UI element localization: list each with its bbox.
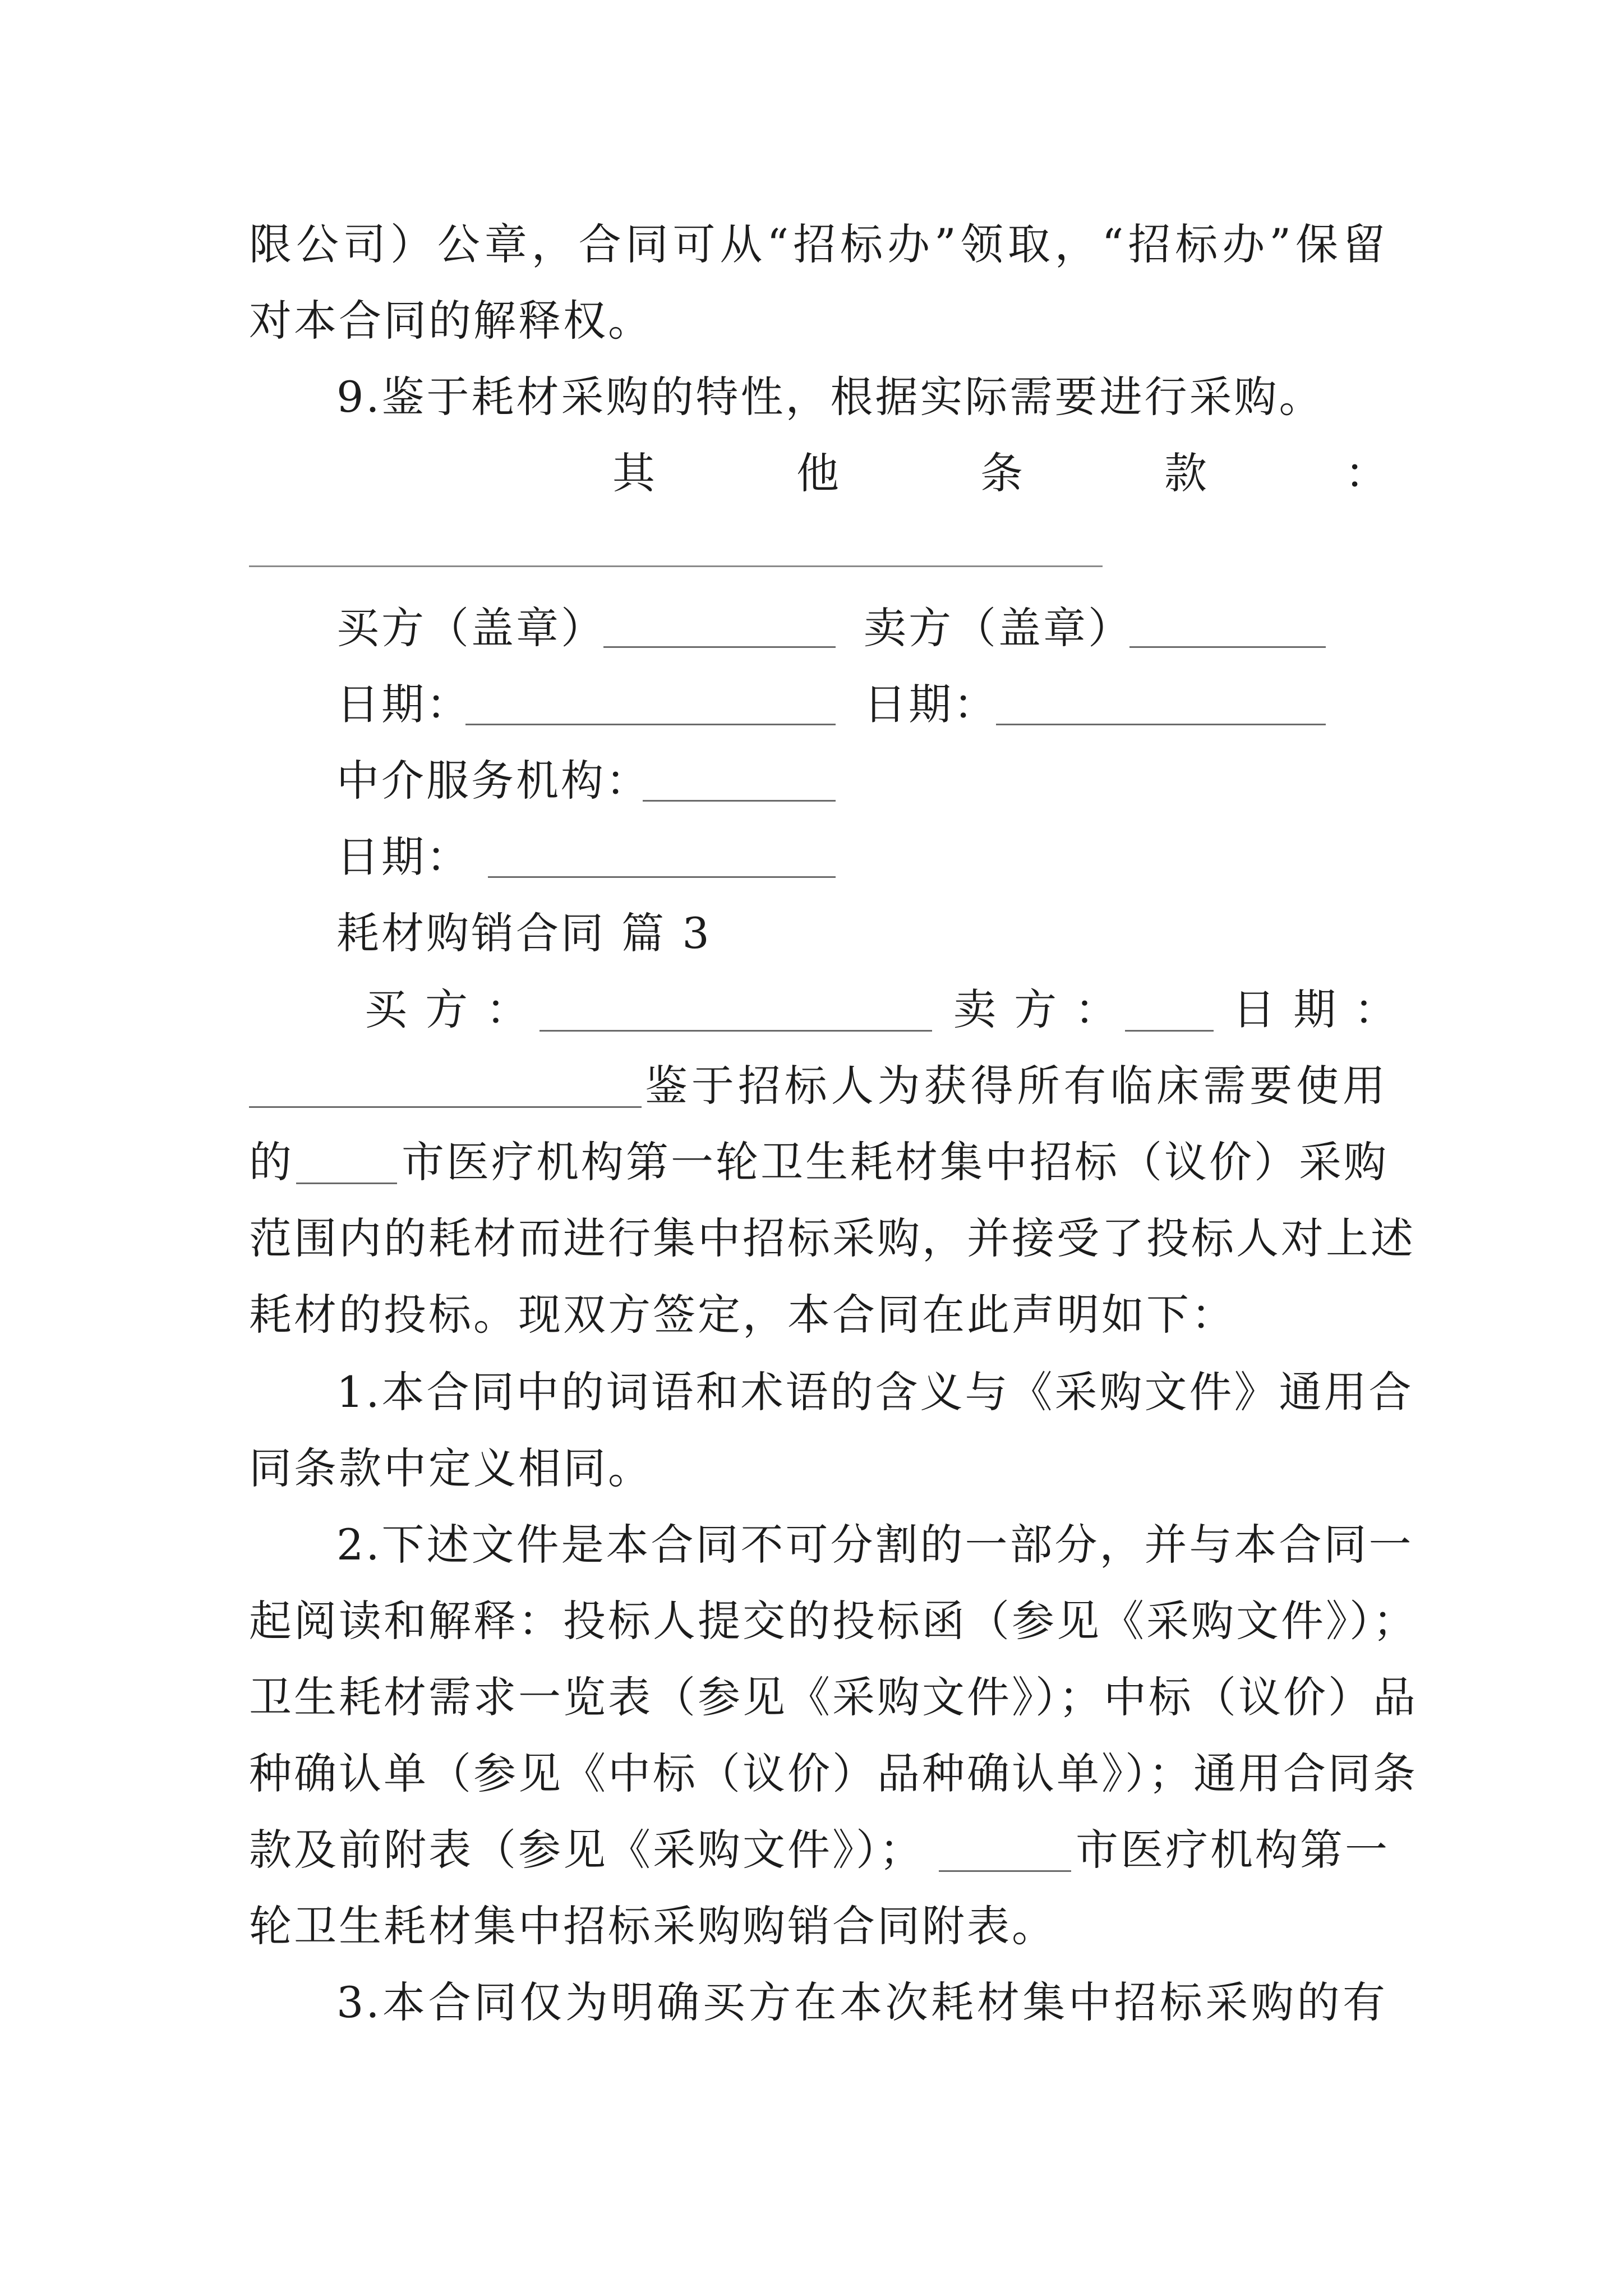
other-terms-char: 他 bbox=[796, 448, 839, 498]
header-buyer-blank bbox=[540, 1030, 932, 1032]
preamble-line: 的 bbox=[249, 1137, 294, 1187]
city-blank bbox=[939, 1870, 1071, 1872]
clause-2-cont: 种确认单（参见《中标（议价）品种确认单》）；通用合同条 bbox=[249, 1749, 1418, 1798]
clause-2-cont: 轮卫生耗材集中招标采购购销合同附表。 bbox=[249, 1901, 1057, 1951]
clause-2-cont: 卫生耗材需求一览表（参见《采购文件》）；中标（议价）品 bbox=[249, 1672, 1418, 1722]
header-date-label: 日 期 ： bbox=[1233, 984, 1399, 1034]
other-terms-char: 条 bbox=[980, 448, 1023, 498]
other-terms-char: 款 bbox=[1164, 448, 1207, 498]
header-seller-blank bbox=[1125, 1030, 1214, 1032]
agency-date-label: 日期： bbox=[336, 832, 471, 882]
clause-3: 3.本合同仅为明确买方在本次耗材集中招标采购的有 bbox=[336, 1977, 1387, 2027]
preamble-line: 市医疗机构第一轮卫生耗材集中招标（议价）采购 bbox=[402, 1137, 1389, 1187]
seller-seal-label: 卖方（盖章） bbox=[864, 603, 1133, 653]
preamble-line: 耗材的投标。现双方签定，本合同在此声明如下： bbox=[249, 1290, 1236, 1340]
buyer-seal-label: 买方（盖章） bbox=[336, 603, 606, 653]
other-terms-blank bbox=[249, 565, 1103, 567]
clause-9: 9.鉴于耗材采购的特性，根据实际需要进行采购。 bbox=[336, 372, 1324, 422]
clause-2-cont: 款及前附表（参见《采购文件》）； bbox=[249, 1825, 924, 1875]
city-blank bbox=[296, 1182, 397, 1184]
seller-seal-blank bbox=[1129, 646, 1326, 648]
header-buyer-label: 买 方 ： bbox=[365, 984, 531, 1034]
body-text-line: 对本合同的解释权。 bbox=[249, 296, 653, 346]
clause-2: 2.下述文件是本合同不可分割的一部分，并与本合同一 bbox=[336, 1520, 1414, 1570]
buyer-seal-blank bbox=[603, 646, 836, 648]
clause-1: 1.本合同中的词语和术语的含义与《采购文件》通用合 bbox=[336, 1367, 1414, 1417]
seller-date-blank bbox=[996, 724, 1326, 725]
buyer-date-label: 日期： bbox=[336, 679, 471, 729]
section-title: 耗材购销合同 篇 3 bbox=[336, 908, 712, 958]
seller-date-label: 日期： bbox=[864, 679, 998, 729]
clause-2-cont: 市医疗机构第一 bbox=[1076, 1825, 1390, 1875]
header-date-blank bbox=[249, 1106, 642, 1108]
buyer-date-blank bbox=[465, 724, 836, 725]
other-terms-char: 其 bbox=[612, 448, 655, 498]
preamble-line: 鉴于招标人为获得所有临床需要使用 bbox=[645, 1061, 1387, 1111]
clause-1-cont: 同条款中定义相同。 bbox=[249, 1443, 653, 1493]
clause-2-cont: 起阅读和解释：投标人提交的投标函（参见《采购文件》）； bbox=[249, 1596, 1418, 1646]
agency-blank bbox=[643, 800, 836, 802]
agency-date-blank bbox=[488, 876, 836, 878]
body-text-line: 限公司）公章，合同可从“招标办”领取，“招标办”保留 bbox=[249, 219, 1387, 269]
other-terms-char: ： bbox=[1345, 448, 1387, 498]
preamble-line: 范围内的耗材而进行集中招标采购，并接受了投标人对上述 bbox=[249, 1213, 1415, 1263]
agency-label: 中介服务机构： bbox=[336, 756, 651, 806]
header-seller-label: 卖 方 ： bbox=[953, 984, 1120, 1034]
